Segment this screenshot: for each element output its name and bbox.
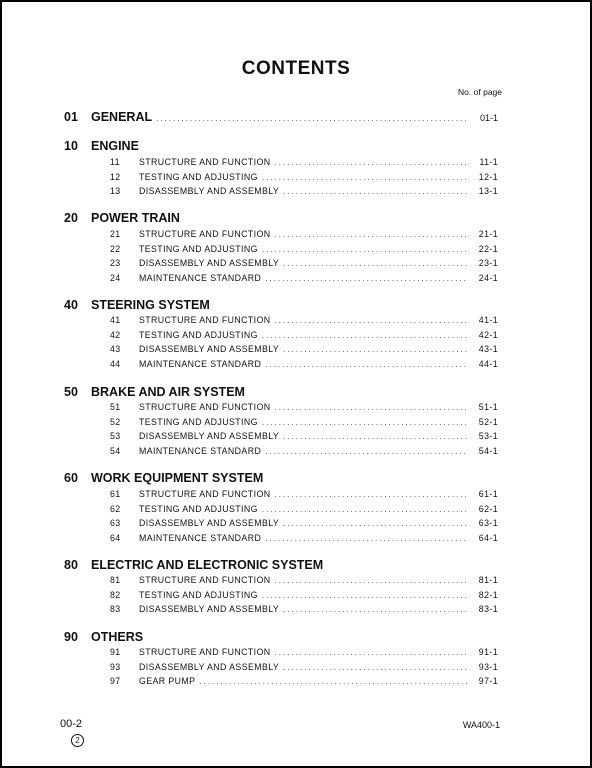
entry-number: 63 <box>110 518 121 528</box>
entry-title: MAINTENANCE STANDARD <box>139 272 262 283</box>
section-heading[interactable] <box>64 139 139 153</box>
document-page <box>2 2 590 766</box>
entry-number: 11 <box>110 157 120 167</box>
entry-title: MAINTENANCE STANDARD <box>139 532 262 543</box>
entry-number: 62 <box>110 503 121 514</box>
entry-page: 81-1 <box>478 575 498 585</box>
page-number: 00-2 <box>60 718 83 730</box>
entry-number: 21 <box>110 229 121 239</box>
entry-number: 44 <box>110 358 121 369</box>
dot-leader <box>262 173 468 182</box>
section-number: 50 <box>64 385 78 399</box>
toc-entry[interactable] <box>110 504 498 514</box>
toc-general-row[interactable] <box>64 110 498 124</box>
entry-title: STRUCTURE AND FUNCTION <box>139 157 271 167</box>
entry-title: TESTING AND ADJUSTING <box>139 589 258 600</box>
entry-title: TESTING AND ADJUSTING <box>139 329 258 340</box>
section-heading[interactable] <box>64 471 263 485</box>
entry-page: 62-1 <box>478 503 498 514</box>
entry-page: 42-1 <box>478 329 498 340</box>
section-name: WORK EQUIPMENT SYSTEM <box>91 471 264 485</box>
dot-leader <box>283 519 468 528</box>
dot-leader <box>265 447 468 456</box>
dot-leader <box>283 187 468 196</box>
dot-leader <box>265 360 468 369</box>
entry-number: 13 <box>110 186 121 196</box>
dot-leader <box>265 274 468 283</box>
toc-entry[interactable] <box>110 518 498 528</box>
page-title: CONTENTS <box>241 58 351 79</box>
revision-mark: 2 <box>71 734 84 747</box>
dot-leader <box>274 158 468 167</box>
toc-entry[interactable] <box>110 446 498 456</box>
dot-leader <box>262 245 468 254</box>
entry-title: MAINTENANCE STANDARD <box>139 358 262 369</box>
entry-number: 43 <box>110 344 121 354</box>
dot-leader <box>283 432 468 441</box>
toc-entry[interactable] <box>110 344 498 354</box>
section-name: POWER TRAIN <box>91 211 180 225</box>
entry-title: GEAR PUMP <box>139 676 196 686</box>
entry-number: 81 <box>110 575 121 585</box>
entry-title: DISASSEMBLY AND ASSEMBLY <box>139 661 280 672</box>
dot-leader <box>274 316 468 325</box>
toc-entry[interactable] <box>110 647 498 657</box>
toc-entry[interactable] <box>110 676 498 686</box>
entry-title: STRUCTURE AND FUNCTION <box>139 647 271 657</box>
section-number: 10 <box>64 139 78 153</box>
entry-page: 53-1 <box>478 431 498 441</box>
section-name: ELECTRIC AND ELECTRONIC SYSTEM <box>91 558 324 572</box>
entry-number: 52 <box>110 416 121 427</box>
dot-leader <box>283 663 468 672</box>
toc-entry[interactable] <box>110 489 498 499</box>
toc-entry[interactable] <box>110 604 498 614</box>
dot-leader <box>283 605 468 614</box>
entry-title: STRUCTURE AND FUNCTION <box>139 575 271 585</box>
dot-leader <box>274 576 468 585</box>
entry-title: STRUCTURE AND FUNCTION <box>139 315 271 325</box>
entry-number: 24 <box>110 272 121 283</box>
entry-number: 42 <box>110 329 121 340</box>
toc-entry[interactable] <box>110 258 498 268</box>
dot-leader <box>274 403 468 412</box>
toc-entry[interactable] <box>110 229 498 239</box>
section-name: GENERAL <box>91 110 153 124</box>
toc-entry[interactable] <box>110 330 498 340</box>
dot-leader <box>262 331 468 340</box>
dot-leader <box>274 490 468 499</box>
toc-entry[interactable] <box>110 590 498 600</box>
entry-page: 63-1 <box>478 518 498 528</box>
entry-page: 22-1 <box>478 243 498 254</box>
toc-entry[interactable] <box>110 431 498 441</box>
dot-leader <box>199 677 468 686</box>
entry-number: 12 <box>110 171 121 182</box>
entry-page: 51-1 <box>478 402 498 412</box>
entry-page: 52-1 <box>478 416 498 427</box>
entry-title: DISASSEMBLY AND ASSEMBLY <box>139 344 280 354</box>
dot-leader <box>262 505 468 514</box>
toc-entry[interactable] <box>110 533 498 543</box>
section-number: 40 <box>64 298 78 312</box>
section-number: 01 <box>64 110 78 124</box>
entry-page: 93-1 <box>478 661 498 672</box>
toc-entry[interactable] <box>110 315 498 325</box>
entry-page: 64-1 <box>478 532 498 543</box>
section-heading[interactable] <box>64 385 245 399</box>
entry-page: 23-1 <box>478 258 498 268</box>
section-number: 60 <box>64 471 78 485</box>
entry-page: 83-1 <box>478 604 498 614</box>
entry-title: STRUCTURE AND FUNCTION <box>139 402 271 412</box>
dot-leader <box>262 418 468 427</box>
section-heading[interactable] <box>64 298 210 312</box>
toc-entry[interactable] <box>110 172 498 182</box>
entry-page: 11-1 <box>479 157 498 167</box>
entry-number: 41 <box>110 315 121 325</box>
toc-entry[interactable] <box>110 417 498 427</box>
entry-title: TESTING AND ADJUSTING <box>139 503 258 514</box>
entry-page: 21-1 <box>478 229 498 239</box>
entry-title: DISASSEMBLY AND ASSEMBLY <box>139 258 280 268</box>
entry-title: TESTING AND ADJUSTING <box>139 243 258 254</box>
entry-number: 61 <box>110 489 121 499</box>
entry-title: MAINTENANCE STANDARD <box>139 445 262 456</box>
dot-leader <box>274 648 468 657</box>
dot-leader <box>274 230 468 239</box>
toc-entry[interactable] <box>110 575 498 585</box>
entry-page: 91-1 <box>478 647 498 657</box>
toc-entry[interactable] <box>110 157 498 167</box>
dot-leader <box>156 114 468 123</box>
dot-leader <box>265 534 468 543</box>
entry-title: TESTING AND ADJUSTING <box>139 416 258 427</box>
entry-number: 54 <box>110 445 121 456</box>
section-name: OTHERS <box>91 630 144 644</box>
section-number: 90 <box>64 630 78 644</box>
entry-title: DISASSEMBLY AND ASSEMBLY <box>139 604 280 614</box>
entry-page: 12-1 <box>478 171 498 182</box>
entry-number: 97 <box>110 676 121 686</box>
entry-title: DISASSEMBLY AND ASSEMBLY <box>139 186 280 196</box>
section-name: BRAKE AND AIR SYSTEM <box>91 385 245 399</box>
toc-entry[interactable] <box>110 662 498 672</box>
entry-title: DISASSEMBLY AND ASSEMBLY <box>139 518 280 528</box>
entry-page: 61-1 <box>478 489 498 499</box>
entry-number: 91 <box>110 647 121 657</box>
entry-number: 22 <box>110 243 121 254</box>
entry-number: 64 <box>110 532 121 543</box>
entry-number: 51 <box>110 402 121 412</box>
entry-title: STRUCTURE AND FUNCTION <box>139 229 271 239</box>
entry-page: 13-1 <box>478 186 498 196</box>
toc-entry[interactable] <box>110 244 498 254</box>
model-code: WA400-1 <box>462 720 500 730</box>
entry-number: 82 <box>110 589 121 600</box>
toc-entry[interactable] <box>110 402 498 412</box>
section-name: ENGINE <box>91 139 139 153</box>
section-number: 20 <box>64 211 78 225</box>
dot-leader <box>283 259 468 268</box>
section-heading[interactable] <box>64 630 143 644</box>
entry-title: TESTING AND ADJUSTING <box>139 171 258 182</box>
entry-title: STRUCTURE AND FUNCTION <box>139 489 271 499</box>
entry-page: 54-1 <box>478 445 498 456</box>
section-page: 01-1 <box>479 113 498 123</box>
section-name: STEERING SYSTEM <box>91 298 210 312</box>
dot-leader <box>262 591 468 600</box>
section-heading[interactable] <box>64 211 180 225</box>
entry-number: 53 <box>110 431 121 441</box>
entry-title: DISASSEMBLY AND ASSEMBLY <box>139 431 280 441</box>
toc-entry[interactable] <box>110 273 498 283</box>
entry-page: 82-1 <box>478 589 498 600</box>
entry-page: 24-1 <box>478 272 498 283</box>
entry-page: 97-1 <box>478 676 498 686</box>
entry-number: 23 <box>110 258 121 268</box>
entry-page: 41-1 <box>478 315 498 325</box>
section-number: 80 <box>64 558 78 572</box>
entry-number: 93 <box>110 661 121 672</box>
no-of-page-label: No. of page <box>458 87 502 97</box>
section-heading[interactable] <box>64 558 323 572</box>
dot-leader <box>283 345 468 354</box>
entry-number: 83 <box>110 604 121 614</box>
entry-page: 44-1 <box>478 358 498 369</box>
toc-entry[interactable] <box>110 186 498 196</box>
toc-entry[interactable] <box>110 359 498 369</box>
entry-page: 43-1 <box>478 344 498 354</box>
